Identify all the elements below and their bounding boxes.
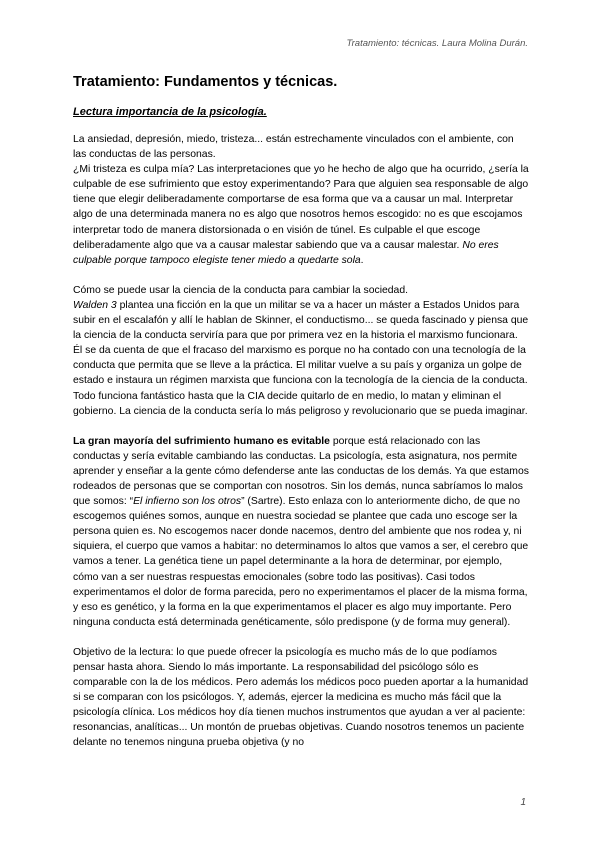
document-title: Tratamiento: Fundamentos y técnicas.	[73, 74, 338, 90]
paragraph-4-bold: La gran mayoría del sufrimiento humano es evitable	[73, 435, 330, 447]
paragraph-5: Objetivo de la lectura: lo que puede ofrecer la psicología es mucho más de lo que podíamos pensar hasta ahora. Siendo lo más importante. La responsabilidad del psicólogo sólo es comparable con la de los médicos. Pero además los médicos poco pueden aportar a la humanidad si se comparan con los psicólogos. Y, además, ejercer la medicina es mucho más fácil que la psicología clínica. Los médicos hoy día tienen muchos instrumentos que ayudan a ver al paciente: resonancias, analíticas... Un montón de pruebas objetivas. Cuando nosotros tenemos un paciente delante no tenemos ninguna prueba objetiva (y no	[73, 646, 529, 749]
paragraph-3	[73, 298, 529, 419]
paragraph-3-text: plantea una ficción en la que un militar se va a hacer un máster a Estados Unidos para subir en el escalafón y allí le hablan de Skinner, el conductismo... se queda fascinado y piensa que la ciencia de la conducta serviría para que por primera vez en la historia el marxismo funcionara. Él se da cuenta de que el fracaso del marxismo es porque no ha contado con una tecnología de la conducta que permita que se lleve a la práctica. El militar vuelve a su país y organiza un golpe de estado e instaura un régimen marxista que funciona con la tecnología de la ciencia de la conducta. Todo funciona fantástico hasta que la CIA decide quitarlo de en medio, lo matan y eliminan el gobierno. La ciencia de la conducta sería lo más peligroso y revolucionario que se pueda imaginar.	[73, 299, 529, 417]
paragraph-2-text: ¿Mi tristeza es culpa mía? Las interpretaciones que yo he hecho de algo que ha ocurrido, ¿sería la culpable de ese sufrimiento que estoy experimentando? Para que alguien sea responsable de algo tiene que elegir deliberadamente comportarse de esa forma que va a causar un mal. Interpretar algo de una determinada manera no es algo que nosotros hemos escogido: no es que escojamos interpretar todo de manera distorsionada o en visión de túnel. Es culpable el que escoge deliberadamente algo que va a causar malestar sabiendo que va a causar malestar.	[73, 164, 529, 251]
paragraph-2	[73, 162, 529, 268]
sartre-quote: El infierno son los otros	[133, 496, 242, 508]
paragraph-2-end: .	[360, 254, 364, 266]
section-subtitle: Lectura importancia de la psicología.	[73, 106, 267, 118]
paragraph-1: La ansiedad, depresión, miedo, tristeza... están estrechamente vinculados con el ambiente, con las conductas de las personas.	[73, 134, 514, 161]
page-number: 1	[520, 797, 526, 808]
paragraph-2-italic: No eres culpable porque tampoco elegiste tener miedo a quedarte sola	[73, 239, 499, 266]
paragraph-4-text: porque está relacionado con las conductas y sería evitable cambiando las conductas. La psicología, esta asignatura, nos permite aprender y enseñar a la gente cómo defenderse ante las conductas de los demás. Ya que estamos rodeados de personas que se comportan con nosotros. Sin los demás, nunca sabríamos lo malos que somos: “	[73, 435, 529, 508]
paragraph-4	[73, 434, 529, 630]
running-header: Tratamiento: técnicas. Laura Molina Durán.	[346, 38, 528, 49]
document-body	[73, 74, 529, 751]
paragraph-3-heading: Cómo se puede usar la ciencia de la conducta para cambiar la sociedad.	[73, 284, 409, 296]
walden-title: Walden 3	[73, 299, 117, 311]
paragraph-4-rest: ” (Sartre). Esto enlaza con lo anteriormente dicho, de que no escogemos quiénes somos, aunque en nuestra sociedad se plantee que cada uno escoge ser la persona quien es. No escogemos nacer donde nacemos, dentro del ambiente que nos rodea y, ni siquiera, el cuerpo que vamos a habitar: no determinamos lo altos que vamos a ser, el cerebro que vamos a tener. La genética tiene un papel determinante a la hora de determinar, por ejemplo, cómo van a ser nuestras respuestas emocionales (sobre todo las positivas). Casi todos experimentamos el dolor de forma parecida, pero no experimentamos el placer de la misma forma, y eso es genético, y la forma en la que experimentamos el placer es algo muy importante. Pero ninguna conducta está determinada genéticamente, sólo predispone (y de forma muy general).	[73, 496, 529, 628]
